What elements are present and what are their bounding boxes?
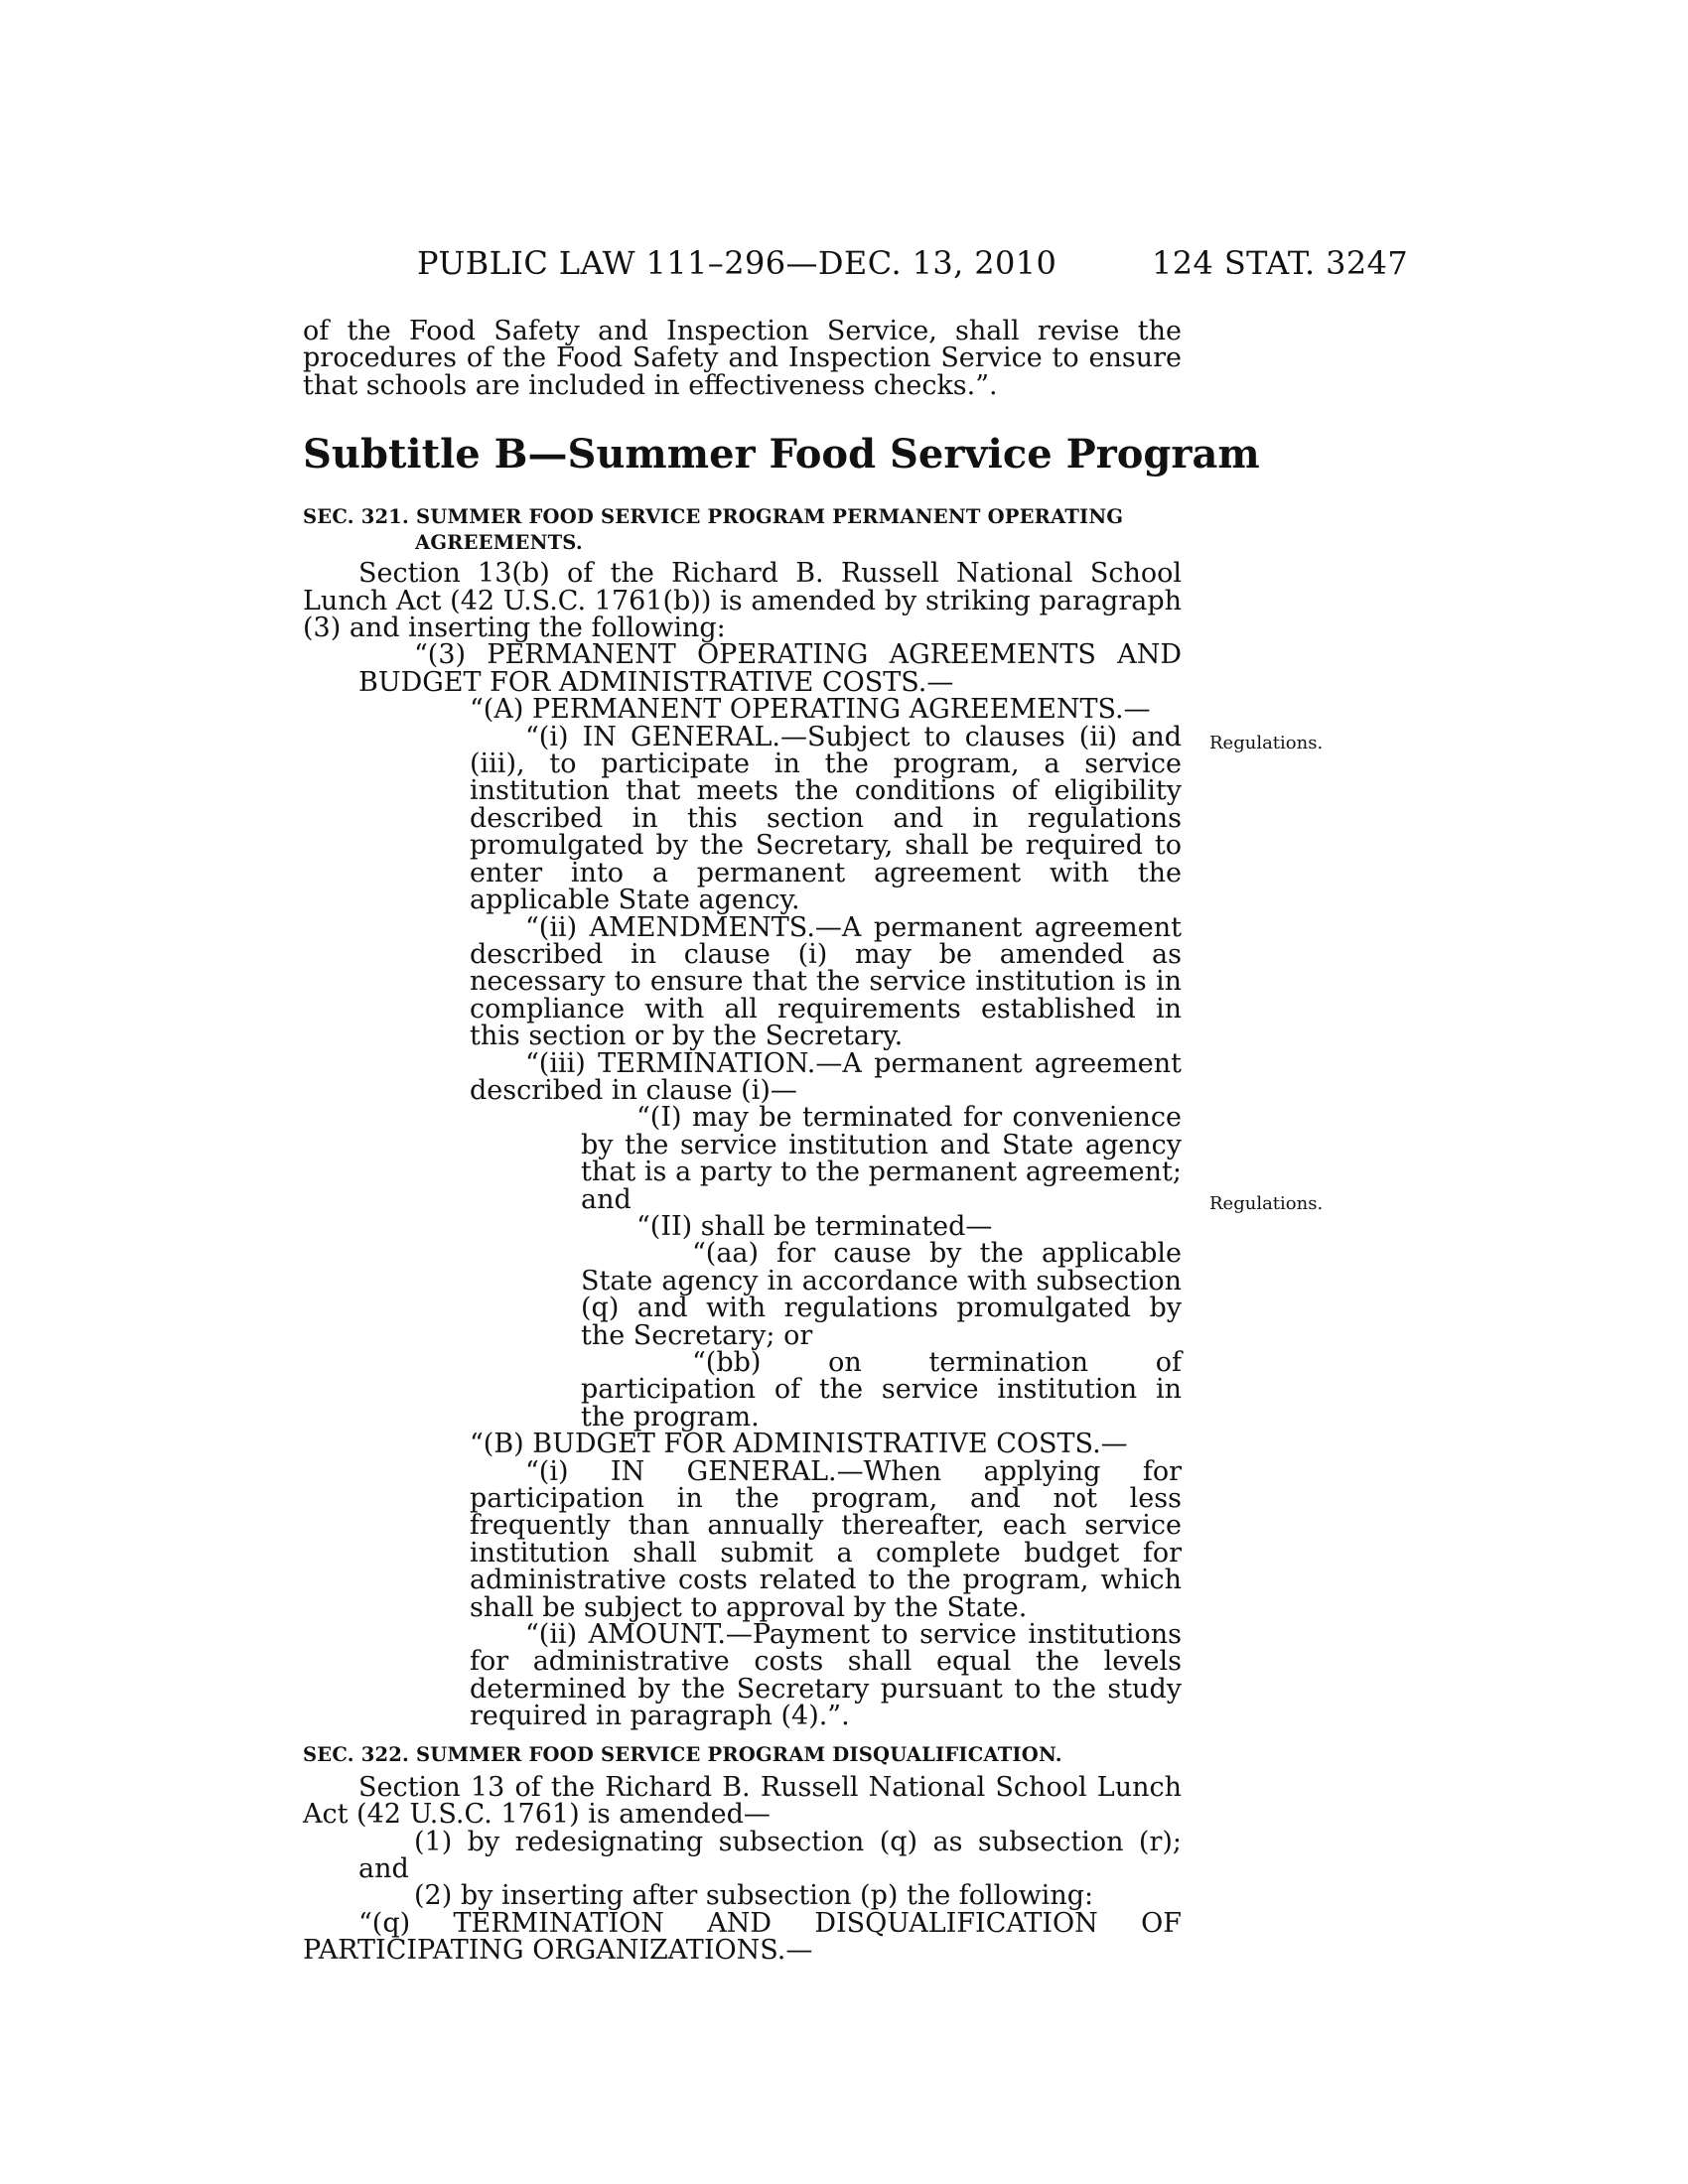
- sec321-intro: Section 13(b) of the Richard B. Russell National School Lunch Act (42 U.S.C. 1761(b)) is amended by striking paragraph (3) and inserting the following:: [303, 558, 1182, 644]
- sec321-paragraph-3: “(3) PERMANENT OPERATING AGREEMENTS AND BUDGET FOR ADMINISTRATIVE COSTS.—: [358, 639, 1182, 698]
- sec321-A-ii: “(ii) AMENDMENTS.—A permanent agreement described in clause (i) may be amended as necessary to ensure that the service institution is in compliance with all requirements established in this section or by the Secretary.: [470, 911, 1182, 1052]
- sec321-heading-line2: AGREEMENTS.: [415, 531, 583, 555]
- sec322-item-1: (1) by redesignating subsection (q) as subsection (r); and: [358, 1826, 1182, 1884]
- sec321-B-i: “(i) IN GENERAL.—When applying for participation in the program, and not less frequently than annually thereafter, each service institution shall submit a complete budget for administrative costs related to the program, which shall be subject to approval by the State.: [470, 1455, 1182, 1623]
- sec321-A-iii-II: “(II) shall be terminated—: [636, 1210, 993, 1242]
- sec321-B-ii: “(ii) AMOUNT.—Payment to service institutions for administrative costs shall equal the levels determined by the Secretary pursuant to the study required in paragraph (4).”.: [470, 1619, 1182, 1732]
- sec321-A-iii-aa: “(aa) for cause by the applicable State agency in accordance with subsection (q) and with regulations promulgated by the Secretary; or: [581, 1238, 1182, 1351]
- sec322-item-2: (2) by inserting after subsection (p) the following:: [414, 1880, 1094, 1912]
- sec321-heading: [303, 504, 1182, 556]
- intro-paragraph: of the Food Safety and Inspection Service, shall revise the procedures of the Food Safety and Inspection Service to ensure that schools are included in effectiveness checks.”.: [303, 316, 1182, 401]
- sec321-A-i: “(i) IN GENERAL.—Subject to clauses (ii) and (iii), to participate in the program, a service institution that meets the conditions of eligibility described in this section and in regulations promulgated by the Secretary, shall be required to enter into a permanent agreement with the applicable State agency.: [470, 721, 1182, 916]
- sec322-q-heading: “(q) TERMINATION AND DISQUALIFICATION OF PARTICIPATING ORGANIZATIONS.—: [303, 1907, 1182, 1967]
- sec322-intro: Section 13 of the Richard B. Russell National School Lunch Act (42 U.S.C. 1761) is amended—: [303, 1771, 1182, 1831]
- sec321-A-iii: “(iii) TERMINATION.—A permanent agreement described in clause (i)—: [470, 1047, 1182, 1106]
- sec321-A-heading: “(A) PERMANENT OPERATING AGREEMENTS.—: [470, 694, 1151, 726]
- sec322-heading: SEC. 322. SUMMER FOOD SERVICE PROGRAM DISQUALIFICATION.: [303, 1742, 1062, 1766]
- body-text: [303, 316, 1260, 1967]
- sec321-A-iii-bb: “(bb) on termination of participation of the service institution in the program.: [581, 1347, 1182, 1433]
- margin-note-regulations-1: Regulations.: [1209, 733, 1324, 753]
- running-header-law: PUBLIC LAW 111–296—DEC. 13, 2010: [417, 244, 1057, 282]
- sec321-heading-line1: SEC. 321. SUMMER FOOD SERVICE PROGRAM PERMANENT OPERATING: [303, 505, 1124, 529]
- sec321-B-heading: “(B) BUDGET FOR ADMINISTRATIVE COSTS.—: [470, 1429, 1128, 1460]
- subtitle-heading: Subtitle B—Summer Food Service Program: [303, 431, 1260, 478]
- sec321-A-iii-I: “(I) may be terminated for convenience by the service institution and State agency that is a party to the permanent agreement; and: [581, 1102, 1182, 1215]
- running-header-stat: 124 STAT. 3247: [1152, 244, 1409, 282]
- margin-note-regulations-2: Regulations.: [1209, 1193, 1324, 1214]
